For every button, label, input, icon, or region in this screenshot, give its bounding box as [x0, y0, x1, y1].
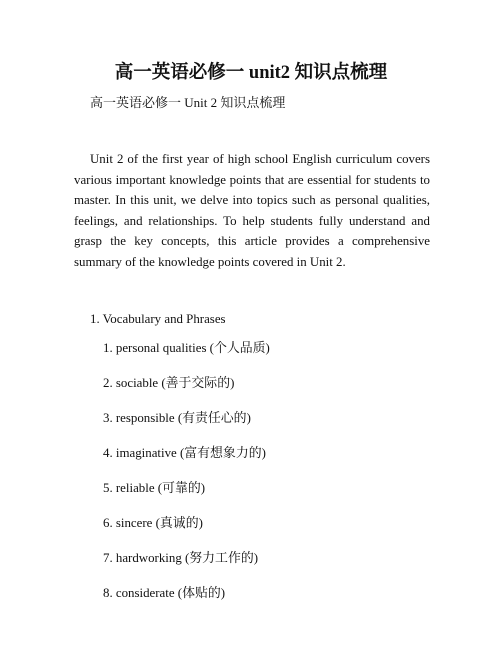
- vocab-item: 6. sincere (真诚的): [103, 516, 203, 530]
- vocab-item: 7. hardworking (努力工作的): [103, 551, 259, 565]
- vocab-item: 3. responsible (有责任心的): [103, 411, 251, 425]
- section-heading: 1. Vocabulary and Phrases: [90, 312, 226, 326]
- intro-paragraph: Unit 2 of the first year of high school English curriculum covers various important knowledge points that are essential for students to master. In this unit, we delve into topics such as personal qualities, feelings, and relationships. To help students fully understand and grasp the key concepts, this article provides a comprehensive summary of the knowledge points covered in Unit 2.: [74, 152, 430, 269]
- vocab-item: 1. personal qualities (个人品质): [103, 341, 270, 355]
- vocab-item: 5. reliable (可靠的): [103, 481, 206, 495]
- vocab-item: 4. imaginative (富有想象力的): [103, 446, 266, 460]
- vocab-item: 2. sociable (善于交际的): [103, 376, 235, 390]
- document-title: 高一英语必修一 unit2 知识点梳理: [114, 63, 388, 83]
- document-subtitle: 高一英语必修一 Unit 2 知识点梳理: [90, 95, 286, 110]
- vocab-item: 8. considerate (体贴的): [103, 586, 226, 600]
